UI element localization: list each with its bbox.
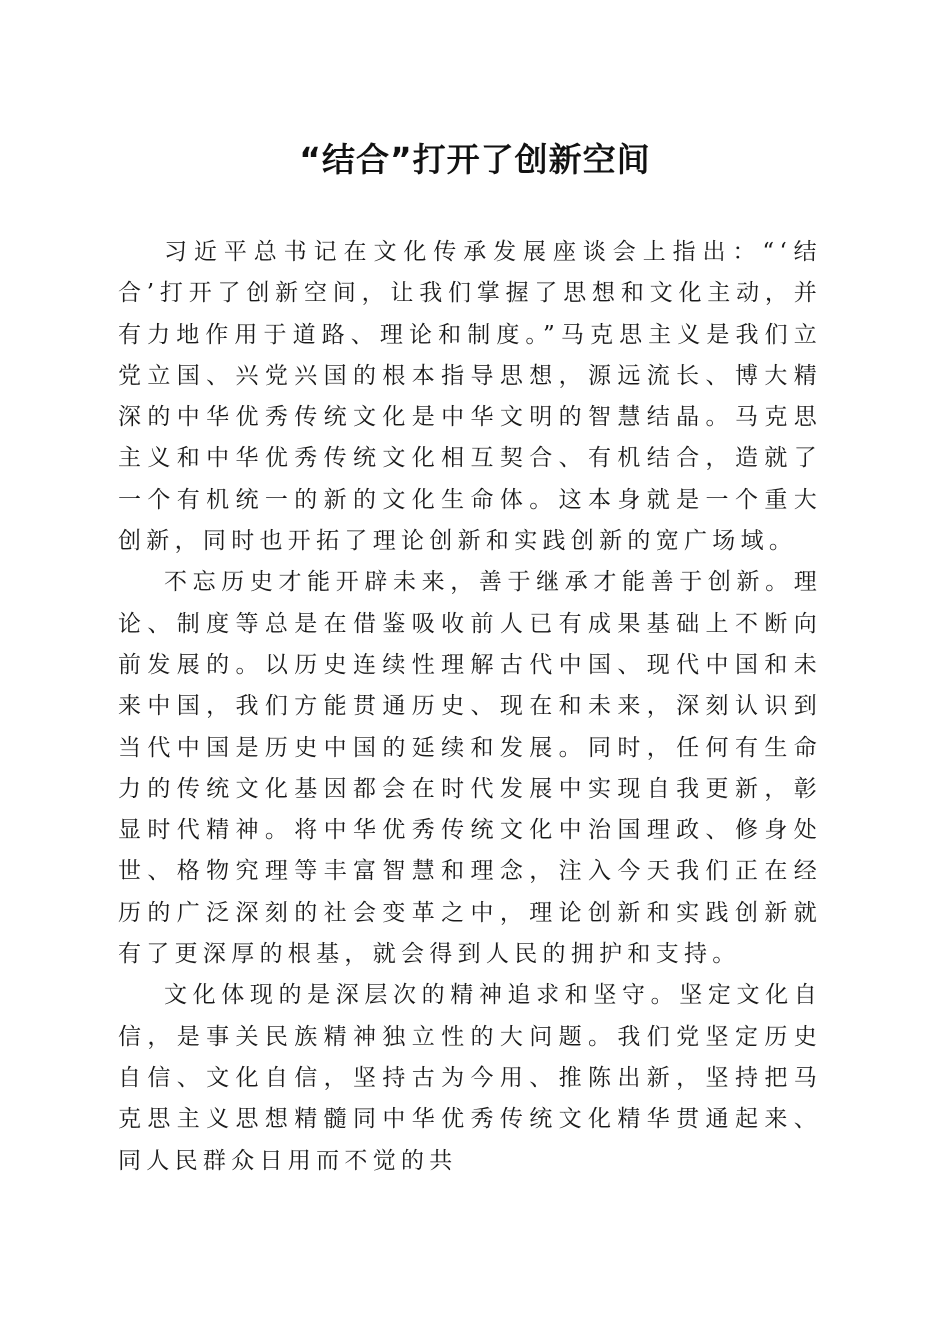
paragraph-2: 不忘历史才能开辟未来，善于继承才能善于创新。理论、制度等总是在借鉴吸收前人已有成果基础上不断向前发展的。以历史连续性理解古代中国、现代中国和未来中国，我们方能贯通历史、现在和未来，深刻认识到当代中国是历史中国的延续和发展。同时，任何有生命力的传统文化基因都会在时代发展中实现自我更新，彰显时代精神。将中华优秀传统文化中治国理政、修身处世、格物究理等丰富智慧和理念，注入今天我们正在经历的广泛深刻的社会变革之中，理论创新和实践创新就有了更深厚的根基，就会得到人民的拥护和支持。 [118, 569, 822, 968]
paragraph-3: 文化体现的是深层次的精神追求和坚守。坚定文化自信，是事关民族精神独立性的大问题。我们党坚定历史自信、文化自信，坚持古为今用、推陈出新，坚持把马克思主义思想精髓同中华优秀传统文化精华贯通起来、同人民群众日用而不觉的共 [118, 982, 822, 1174]
document-title: “结合”打开了创新空间 [299, 140, 651, 179]
document-body [118, 232, 822, 1182]
paragraph-1: 习近平总书记在文化传承发展座谈会上指出：“‘结合’打开了创新空间，让我们掌握了思想和文化主动，并有力地作用于道路、理论和制度。”马克思主义是我们立党立国、兴党兴国的根本指导思想，源远流长、博大精深的中华优秀传统文化是中华文明的智慧结晶。马克思主义和中华优秀传统文化相互契合、有机结合，造就了一个有机统一的新的文化生命体。这本身就是一个重大创新，同时也开拓了理论创新和实践创新的宽广场域。 [118, 239, 822, 555]
